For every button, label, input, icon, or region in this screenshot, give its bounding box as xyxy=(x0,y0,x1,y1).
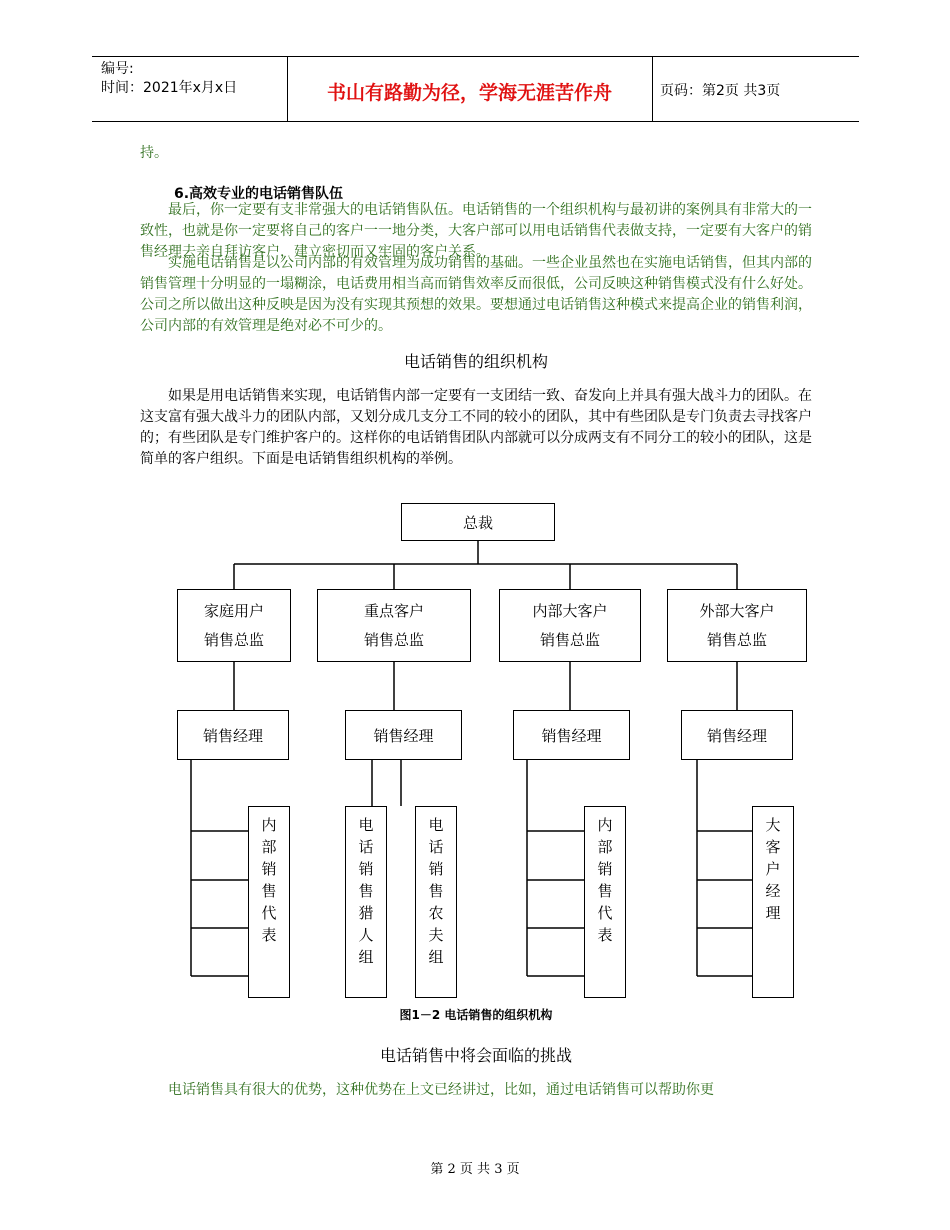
org-node-team xyxy=(752,806,794,998)
section-heading: 电话销售的组织机构 xyxy=(403,352,548,371)
org-node-label: 销售经理 xyxy=(541,726,602,745)
org-node-label: 销售经理 xyxy=(202,726,263,745)
org-node-label: 销售总监 xyxy=(203,631,264,649)
org-node-manager xyxy=(345,710,462,760)
org-node-manager xyxy=(681,710,793,760)
section-heading: 电话销售中将会面临的挑战 xyxy=(379,1046,572,1065)
org-node-director xyxy=(317,589,471,662)
org-node-label: 销售总监 xyxy=(539,631,600,649)
org-node-label: 内部大客户 xyxy=(532,602,608,620)
org-node-label: 电话销售猎人组 xyxy=(356,817,375,971)
org-node-label: 销售总监 xyxy=(706,631,767,649)
org-node-manager xyxy=(513,710,630,760)
org-node-manager xyxy=(177,710,289,760)
doc-number-label: 编号: xyxy=(101,61,134,77)
org-node-director xyxy=(177,589,291,662)
org-node-label: 销售经理 xyxy=(373,726,434,745)
org-node-director xyxy=(499,589,641,662)
org-node-team xyxy=(584,806,626,998)
doc-date-label: 时间：2021年x月x日 xyxy=(101,80,238,96)
org-node-label: 重点客户 xyxy=(363,602,424,620)
section-title: 6.高效专业的电话销售队伍 xyxy=(174,186,344,202)
org-node-label: 内部销售代表 xyxy=(595,817,614,949)
paragraph: 如果是用电话销售来实现，电话销售内部一定要有一支团结一致、奋发向上并具有强大战斗力的团队。在这支富有强大战斗力的团队内部，又划分成几支分工不同的较小的团队，其中有些团队是专门负责去寻找客户的；有些团队是专门维护客户的。这样你的电话销售团队内部就可以分成两支有不同分工的较小的团队，这是简单的客户组织。下面是电话销售组织机构的举例。 xyxy=(140,388,812,467)
header-motto: 书山有路勤为径，学海无涯苦作舟 xyxy=(326,82,612,104)
org-node-team xyxy=(248,806,290,998)
org-node-label: 销售总监 xyxy=(363,631,424,649)
figure-caption: 图1－2 电话销售的组织机构 xyxy=(399,1008,553,1022)
org-node-label: 内部销售代表 xyxy=(259,817,278,949)
org-node-label: 总裁 xyxy=(462,513,493,532)
page-footer: 第 2 页 共 3 页 xyxy=(430,1162,520,1177)
carry-line: 持。 xyxy=(140,145,168,161)
org-node-label: 大客户经理 xyxy=(763,817,782,927)
paragraph: 最后，你一定要有支非常强大的电话销售队伍。电话销售的一个组织机构与最初讲的案例具有非常大的一致性，也就是你一定要将自己的客户一一地分类，大客户部可以用电话销售代表做支持，一定要有大客户的销售经理去亲自拜访客户，建立密切而又牢固的客户关系。 xyxy=(140,202,812,260)
org-node-director xyxy=(667,589,807,662)
org-node-label: 销售经理 xyxy=(706,726,767,745)
org-node-president xyxy=(401,503,555,541)
org-node-label: 家庭用户 xyxy=(203,602,264,620)
paragraph: 实施电话销售是以公司内部的有效管理为成功销售的基础。一些企业虽然也在实施电话销售，但其内部的销售管理十分明显的一塌糊涂，电话费用相当高而销售效率反而很低，公司反映这种销售模式没有什么好处。公司之所以做出这种反映是因为没有实现其预想的效果。要想通过电话销售这种模式来提高企业的销售利润，公司内部的有效管理是绝对必不可少的。 xyxy=(140,255,812,334)
header-page-info: 页码：第2页 共3页 xyxy=(660,83,781,99)
org-node-team xyxy=(415,806,457,998)
org-node-label: 电话销售农夫组 xyxy=(426,817,445,971)
org-node-team xyxy=(345,806,387,998)
paragraph: 电话销售具有很大的优势，这种优势在上文已经讲过，比如，通过电话销售可以帮助你更 xyxy=(168,1082,714,1098)
org-node-label: 外部大客户 xyxy=(699,602,775,620)
